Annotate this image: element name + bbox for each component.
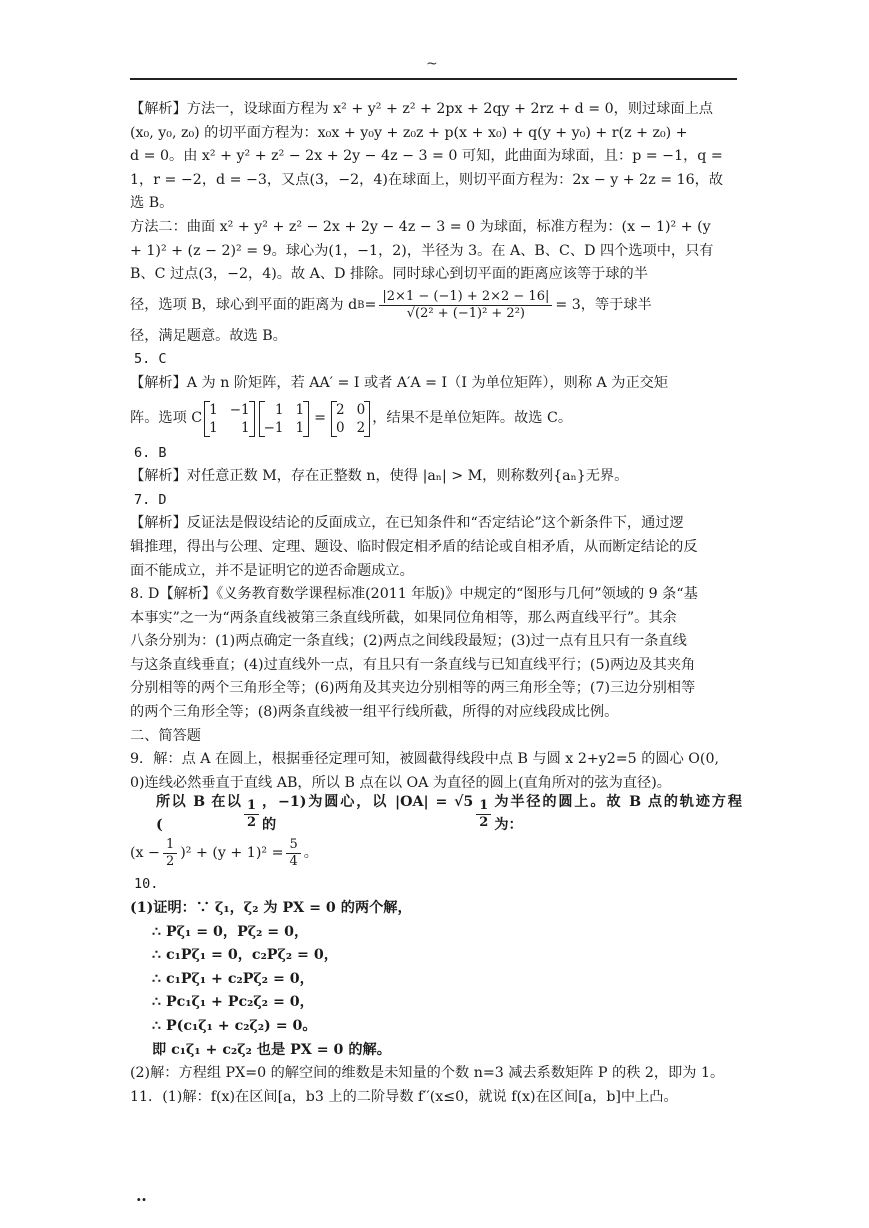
q10-proof-line4: ∴ c₁Pζ₁ + c₂Pζ₂ = 0， (152, 970, 314, 987)
matrix-b (259, 401, 310, 437)
q8-line4: 与这条直线垂直；(4)过直线外一点，有且只有一条直线与已知直线平行；(5)两边及其夹角 (130, 656, 696, 673)
q6-answer: 6. B (134, 444, 167, 461)
q9-block (130, 748, 742, 873)
distance-text: 径，选项 B，球心到平面的距离为 d (130, 296, 358, 313)
q7-line3: 面不能成立，并不是证明它的逆否命题成立。 (130, 562, 414, 579)
q4-method2-line1: 方法二：曲面 x² + y² + z² − 2x + 2y − 4z − 3 = 0 为球面，标准方程为：(x − 1)² + (y (130, 218, 711, 235)
q4-method2-line5: 径，满足题意。故选 B。 (130, 327, 287, 344)
q5-line2 (130, 396, 742, 442)
half-denominator: 2 (246, 814, 256, 830)
footer-mark: ‥ (136, 1186, 147, 1205)
q5-answer: 5. C (134, 351, 167, 368)
equation-part2: )² + (y + 1)² = (180, 844, 284, 861)
equation-rhs-denominator: 4 (289, 853, 298, 869)
q5-block (130, 348, 742, 441)
distance-subscript: B (357, 299, 365, 311)
equation-half (163, 837, 177, 870)
q10-proof-line3: ∴ c₁Pζ₁ = 0，c₂Pζ₂ = 0， (152, 947, 338, 964)
q4-method1-line1: 【解析】方法一，设球面方程为 x² + y² + z² + 2px + 2qy + 2rz + d = 0，则过球面上点 (130, 101, 713, 117)
header-rule (130, 78, 737, 80)
q6-line1: 【解析】对任意正数 M，存在正整数 n，使得 |aₙ| > M，则称数列{aₙ}无界。 (130, 468, 629, 485)
q10-proof-line5: ∴ Pc₁ζ₁ + Pc₂ζ₂ = 0， (152, 994, 314, 1011)
q7-line1: 【解析】反证法是假设结论的反面成立，在已知条件和“否定结论”这个新条件下，通过逻 (130, 515, 684, 532)
matrix-equals: = (314, 409, 327, 426)
q9-line3-part1: 所以 B 在以( (156, 793, 241, 834)
equation-half-numerator: 1 (163, 837, 177, 854)
q4-method2-line4 (130, 287, 742, 325)
q10-number: 10. (134, 876, 159, 893)
q9-line1: 9．解：点 A 在圆上，根据垂径定理可知，被圆截得线段中点 B 与圆 x 2+y2=5 的圆心 O(0, (130, 751, 719, 768)
q9-line2: 0)连线必然垂直于直线 AB，所以 B 点在以 OA 为直径的圆上(直角所对的弦为直径)。 (130, 774, 671, 791)
half-numerator: 1 (244, 798, 259, 815)
q4-method2-line2: + 1)² + (z − 2)² = 9。球心为(1，−1，2)，半径为 3。在 A、B、C、D 四个选项中，只有 (130, 242, 714, 259)
q9-line3-part2: ，−1)为圆心，以 |OA| = √5 的 (261, 793, 474, 834)
q8-block (130, 583, 742, 725)
q11-block (130, 1086, 742, 1110)
matrix-result (331, 401, 370, 437)
equation-part1: (x − (130, 844, 160, 861)
equation-half-denominator: 2 (165, 853, 175, 869)
q4-method1-line5: 选 B。 (130, 195, 174, 212)
matrix-a-cell: 1 (209, 401, 218, 418)
section-title: 二、简答题 (130, 727, 201, 744)
equation-rhs-numerator: 5 (286, 837, 300, 854)
q9-line3 (130, 795, 742, 833)
distance-equals: = (364, 296, 377, 313)
matrix-result-cell: 0 (336, 419, 345, 436)
q10-proof-line2: ∴ Pζ₁ = 0，Pζ₂ = 0， (152, 923, 309, 940)
matrix-b-cell: −1 (263, 419, 284, 436)
q8-line5: 分别相等的两个三角形全等；(6)两角及其夹边分别相等的两三角形全等；(7)三边分别相等 (130, 680, 696, 697)
q11-line1: 11．(1)解：f(x)在区间[a，b3 上的二阶导数 f′′(x≤0，就说 f(x)在区间[a，b]中上凸。 (130, 1088, 678, 1105)
q4-analysis (130, 98, 742, 348)
q5-conclusion: ，结果不是单位矩阵。故选 C。 (372, 409, 573, 426)
distance-fraction (379, 289, 552, 322)
q5-option-text: 阵。选项 C (130, 409, 203, 426)
q8-line3: 八条分别为：(1)两点确定一条直线；(2)两点之间线段最短；(3)过一点有且只有一条直线 (130, 633, 687, 650)
q10-proof-line6: ∴ P(c₁ζ₁ + c₂ζ₂) = 0。 (152, 1018, 317, 1034)
q8-line2: 本事实”之一为“两条直线被第三条直线所截，如果同位角相等，那么两直线平行”。其余 (130, 609, 677, 626)
matrix-a-cell: −1 (229, 401, 250, 418)
q10-proof-line7: 即 c₁ζ₁ + c₂ζ₂ 也是 PX = 0 的解。 (152, 1041, 391, 1058)
matrix-b-cell: 1 (295, 401, 305, 418)
matrix-result-cell: 0 (356, 401, 366, 418)
q4-method1-line3: d = 0。由 x² + y² + z² − 2x + 2y − 4z − 3 = 0 可知，此曲面为球面，且：p = −1，q = (130, 148, 723, 165)
q6-block (130, 442, 742, 489)
half-numerator-2: 1 (476, 798, 491, 815)
q8-line1: 8. D【解析】《义务教育数学课程标准(2011 年版)》中规定的“图形与几何”领域的 9 条“基 (130, 586, 698, 603)
q10-solution: (2)解：方程组 PX=0 的解空间的维数是未知量的个数 n=3 减去系数矩阵 P 的秩 2，即为 1。 (130, 1065, 725, 1082)
half-fraction (244, 798, 259, 831)
matrix-a-cell: 1 (209, 419, 218, 436)
q8-line6: 的两个三角形全等；(8)两条直线被一组平行线所截，所得的对应线段成比例。 (130, 704, 619, 721)
matrix-b-cell: 1 (295, 419, 305, 436)
page-content (130, 98, 742, 1109)
header-mark: ~ (426, 56, 438, 72)
q5-line1: 【解析】A 为 n 阶矩阵，若 AA′ = I 或者 A′A = I（I 为单位矩阵），则称 A 为正交矩 (130, 374, 669, 391)
equation-rhs (286, 837, 300, 870)
q4-method1-line2: (x₀, y₀, z₀) 的切平面方程为：x₀x + y₀y + z₀z + p(x + x₀) + q(y + y₀) + r(z + z₀) + (130, 124, 688, 141)
q10-proof-line1: (1)证明：∵ ζ₁，ζ₂ 为 PX = 0 的两个解， (130, 900, 412, 917)
distance-numerator: |2×1 − (−1) + 2×2 − 16| (379, 289, 552, 306)
matrix-result-cell: 2 (356, 419, 366, 436)
q7-answer: 7. D (134, 491, 167, 508)
half-denominator-2: 2 (479, 814, 489, 830)
matrix-b-cell: 1 (274, 401, 284, 418)
q7-line2: 辑推理，得出与公理、定理、题设、临时假定相矛盾的结论或自相矛盾，从而断定结论的反 (130, 538, 698, 555)
matrix-result-cell: 2 (336, 401, 345, 418)
q9-line3-part3: 为半径的圆上。故 B 点的轨迹方程为： (494, 793, 742, 834)
q9-trajectory-equation (130, 833, 742, 873)
q4-method1-line4: 1，r = −2，d = −3，又点(3，−2，4)在球面上，则切平面方程为：2x − y + 2z = 16，故 (130, 171, 724, 188)
matrix-a-cell: 1 (241, 419, 250, 436)
half-fraction-2 (476, 798, 491, 831)
q4-method2-line3: B、C 过点(3，−2，4)。故 A、D 排除。同时球心到切平面的距离应该等于球的半 (130, 266, 648, 283)
distance-result: = 3，等于球半 (555, 296, 652, 313)
distance-denominator: √(2² + (−1)² + 2²) (406, 306, 525, 322)
matrix-a (204, 401, 255, 437)
equation-end: 。 (303, 844, 318, 861)
q7-block (130, 489, 742, 583)
q10-block (130, 873, 742, 1085)
